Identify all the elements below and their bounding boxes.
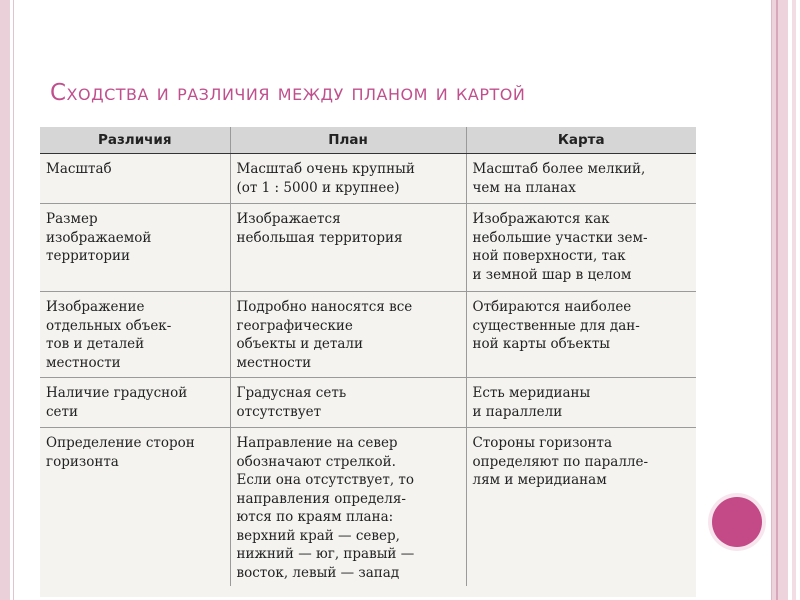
cell-map: Стороны горизонта определяют по паралле- лям и меридианам [466, 428, 696, 587]
table-header-row [40, 127, 696, 154]
slide-title: Сходства и различия между планом и картой [50, 80, 526, 106]
table-row [40, 292, 696, 378]
cell-map: Изображаются как небольшие участки зем- ной поверхности, так и земной шар в целом [466, 204, 696, 292]
table-row [40, 154, 696, 204]
cell-map: Отбираются наиболее существенные для дан- ной карты объекты [466, 292, 696, 378]
cell-difference: Размер изображаемой территории [40, 204, 230, 292]
cell-plan: Изображается небольшая территория [230, 204, 466, 292]
cell-plan: Масштаб очень крупный (от 1 : 5000 и крупнее) [230, 154, 466, 204]
cell-plan: Градусная сеть отсутствует [230, 378, 466, 428]
cell-plan: Направление на север обозначают стрелкой. Если она отсутствует, то направления определя- ются по краям плана: верхний край — север, нижний — юг, правый — восток, левый — запад [230, 428, 466, 587]
table-row [40, 428, 696, 587]
right-frame-edge [792, 0, 796, 600]
header-differences: Различия [40, 127, 230, 154]
cell-map: Есть меридианы и параллели [466, 378, 696, 428]
cell-map: Масштаб более мелкий, чем на планах [466, 154, 696, 204]
comparison-table-container [40, 127, 696, 597]
left-frame-stripe [0, 0, 10, 600]
cell-difference: Определение сторон горизонта [46, 435, 195, 470]
cell-difference: Изображение отдельных объек- тов и деталей местности [40, 292, 230, 378]
cell-difference: Масштаб [40, 154, 230, 204]
decorative-circle [712, 497, 762, 547]
left-frame-line [13, 0, 14, 600]
table-row [40, 378, 696, 428]
header-plan: План [230, 127, 466, 154]
comparison-table [40, 127, 696, 586]
cell-difference: Наличие градусной сети [40, 378, 230, 428]
cell-plan: Подробно наносятся все географические объекты и детали местности [230, 292, 466, 378]
table-row [40, 204, 696, 292]
right-frame-stripe [771, 0, 788, 600]
header-map: Карта [466, 127, 696, 154]
right-frame-line [776, 0, 778, 600]
